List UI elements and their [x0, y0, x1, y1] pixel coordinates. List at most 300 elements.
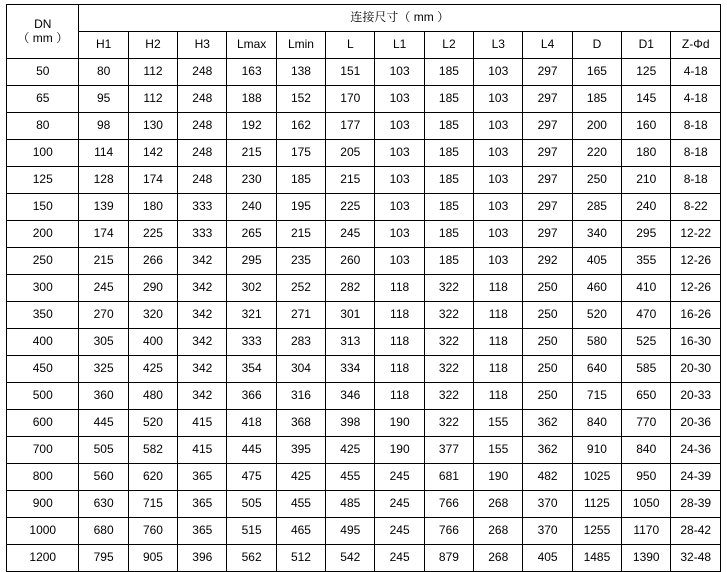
- cell-lmin: 368: [276, 410, 325, 437]
- column-header-l3: L3: [474, 32, 523, 59]
- cell-zphid: 4-18: [671, 86, 721, 113]
- column-header-h3: H3: [178, 32, 227, 59]
- cell-l2: 322: [424, 410, 473, 437]
- cell-l2: 185: [424, 113, 473, 140]
- cell-l3: 155: [474, 410, 523, 437]
- cell-l1: 190: [375, 437, 424, 464]
- cell-zphid: 12-22: [671, 221, 721, 248]
- column-header-d1: D1: [622, 32, 671, 59]
- cell-lmax: 366: [227, 383, 276, 410]
- cell-lmin: 175: [276, 140, 325, 167]
- cell-lmax: 192: [227, 113, 276, 140]
- dn-value: 250: [7, 248, 79, 275]
- dn-value: 1200: [7, 545, 79, 572]
- table-row: [7, 248, 721, 275]
- dn-value: 150: [7, 194, 79, 221]
- cell-h2: 480: [128, 383, 177, 410]
- table-row: [7, 302, 721, 329]
- cell-l3: 103: [474, 86, 523, 113]
- cell-l4: 250: [523, 275, 572, 302]
- cell-l: 225: [326, 194, 375, 221]
- cell-h3: 248: [178, 140, 227, 167]
- cell-l1: 103: [375, 59, 424, 86]
- cell-h2: 425: [128, 356, 177, 383]
- cell-lmin: 425: [276, 464, 325, 491]
- cell-zphid: 28-39: [671, 491, 721, 518]
- cell-l4: 297: [523, 140, 572, 167]
- cell-lmax: 230: [227, 167, 276, 194]
- cell-h1: 795: [79, 545, 128, 572]
- cell-l2: 377: [424, 437, 473, 464]
- cell-l2: 322: [424, 356, 473, 383]
- cell-l: 151: [326, 59, 375, 86]
- cell-h2: 290: [128, 275, 177, 302]
- cell-zphid: 12-26: [671, 275, 721, 302]
- table-row: [7, 167, 721, 194]
- cell-h2: 130: [128, 113, 177, 140]
- cell-l4: 250: [523, 383, 572, 410]
- table-row: [7, 221, 721, 248]
- cell-h1: 360: [79, 383, 128, 410]
- dn-value: 100: [7, 140, 79, 167]
- cell-l2: 185: [424, 221, 473, 248]
- cell-h1: 245: [79, 275, 128, 302]
- cell-h2: 620: [128, 464, 177, 491]
- cell-l2: 322: [424, 275, 473, 302]
- cell-l: 260: [326, 248, 375, 275]
- cell-lmin: 235: [276, 248, 325, 275]
- cell-l4: 405: [523, 545, 572, 572]
- dn-value: 400: [7, 329, 79, 356]
- column-header-l: L: [326, 32, 375, 59]
- cell-h1: 680: [79, 518, 128, 545]
- dn-value: 900: [7, 491, 79, 518]
- cell-l4: 362: [523, 437, 572, 464]
- cell-d: 165: [572, 59, 621, 86]
- cell-l: 334: [326, 356, 375, 383]
- cell-lmax: 475: [227, 464, 276, 491]
- cell-d: 520: [572, 302, 621, 329]
- cell-h3: 342: [178, 383, 227, 410]
- cell-h2: 225: [128, 221, 177, 248]
- cell-l4: 370: [523, 491, 572, 518]
- cell-lmax: 215: [227, 140, 276, 167]
- cell-l3: 103: [474, 113, 523, 140]
- cell-l2: 185: [424, 140, 473, 167]
- cell-lmax: 163: [227, 59, 276, 86]
- cell-l2: 766: [424, 518, 473, 545]
- cell-h3: 248: [178, 167, 227, 194]
- cell-lmin: 138: [276, 59, 325, 86]
- cell-zphid: 20-33: [671, 383, 721, 410]
- cell-d1: 240: [622, 194, 671, 221]
- cell-l3: 118: [474, 302, 523, 329]
- cell-l2: 681: [424, 464, 473, 491]
- cell-lmin: 195: [276, 194, 325, 221]
- cell-lmax: 302: [227, 275, 276, 302]
- cell-d1: 180: [622, 140, 671, 167]
- column-header-zphid: Z-Φd: [671, 32, 721, 59]
- cell-d: 460: [572, 275, 621, 302]
- cell-l1: 103: [375, 140, 424, 167]
- column-header-h1: H1: [79, 32, 128, 59]
- table-row: [7, 356, 721, 383]
- cell-lmax: 333: [227, 329, 276, 356]
- cell-l2: 322: [424, 329, 473, 356]
- cell-lmin: 465: [276, 518, 325, 545]
- dn-value: 200: [7, 221, 79, 248]
- cell-d1: 125: [622, 59, 671, 86]
- cell-h3: 342: [178, 329, 227, 356]
- cell-lmin: 283: [276, 329, 325, 356]
- cell-d1: 1390: [622, 545, 671, 572]
- cell-l2: 322: [424, 302, 473, 329]
- cell-d1: 1050: [622, 491, 671, 518]
- cell-l3: 103: [474, 221, 523, 248]
- cell-l1: 245: [375, 464, 424, 491]
- cell-h3: 365: [178, 464, 227, 491]
- cell-lmin: 455: [276, 491, 325, 518]
- cell-l3: 103: [474, 194, 523, 221]
- cell-h3: 333: [178, 194, 227, 221]
- cell-h3: 248: [178, 86, 227, 113]
- cell-lmin: 152: [276, 86, 325, 113]
- cell-lmin: 215: [276, 221, 325, 248]
- cell-l: 177: [326, 113, 375, 140]
- cell-l1: 118: [375, 275, 424, 302]
- cell-h3: 365: [178, 518, 227, 545]
- cell-l: 205: [326, 140, 375, 167]
- dn-value: 1000: [7, 518, 79, 545]
- cell-l1: 245: [375, 518, 424, 545]
- cell-d1: 145: [622, 86, 671, 113]
- dn-header-line1: DN: [34, 16, 52, 31]
- cell-lmax: 240: [227, 194, 276, 221]
- cell-l3: 268: [474, 491, 523, 518]
- cell-l1: 118: [375, 383, 424, 410]
- cell-lmax: 188: [227, 86, 276, 113]
- cell-h1: 215: [79, 248, 128, 275]
- cell-l: 425: [326, 437, 375, 464]
- cell-h2: 266: [128, 248, 177, 275]
- cell-l4: 250: [523, 329, 572, 356]
- cell-l2: 185: [424, 248, 473, 275]
- cell-l3: 268: [474, 518, 523, 545]
- cell-zphid: 4-18: [671, 59, 721, 86]
- table-row: [7, 437, 721, 464]
- cell-d: 200: [572, 113, 621, 140]
- cell-h1: 560: [79, 464, 128, 491]
- cell-h3: 342: [178, 275, 227, 302]
- cell-zphid: 8-18: [671, 167, 721, 194]
- cell-l1: 103: [375, 248, 424, 275]
- table-row: [7, 59, 721, 86]
- cell-h2: 180: [128, 194, 177, 221]
- cell-l4: 297: [523, 113, 572, 140]
- cell-d: 340: [572, 221, 621, 248]
- cell-zphid: 16-30: [671, 329, 721, 356]
- cell-h3: 248: [178, 59, 227, 86]
- cell-lmin: 512: [276, 545, 325, 572]
- cell-l4: 250: [523, 356, 572, 383]
- cell-zphid: 8-22: [671, 194, 721, 221]
- cell-lmin: 185: [276, 167, 325, 194]
- cell-l1: 245: [375, 491, 424, 518]
- dn-value: 800: [7, 464, 79, 491]
- dn-value: 350: [7, 302, 79, 329]
- cell-zphid: 12-26: [671, 248, 721, 275]
- cell-d1: 470: [622, 302, 671, 329]
- dn-value: 700: [7, 437, 79, 464]
- cell-h2: 905: [128, 545, 177, 572]
- cell-h3: 415: [178, 410, 227, 437]
- column-header-lmin: Lmin: [276, 32, 325, 59]
- cell-l3: 118: [474, 329, 523, 356]
- dn-value: 65: [7, 86, 79, 113]
- cell-zphid: 20-30: [671, 356, 721, 383]
- cell-l4: 292: [523, 248, 572, 275]
- cell-l: 346: [326, 383, 375, 410]
- cell-zphid: 32-48: [671, 545, 721, 572]
- cell-h2: 112: [128, 59, 177, 86]
- cell-d: 285: [572, 194, 621, 221]
- cell-d: 1125: [572, 491, 621, 518]
- cell-l4: 482: [523, 464, 572, 491]
- cell-zphid: 8-18: [671, 140, 721, 167]
- cell-l1: 118: [375, 329, 424, 356]
- cell-lmin: 162: [276, 113, 325, 140]
- table-row: [7, 518, 721, 545]
- cell-lmin: 304: [276, 356, 325, 383]
- cell-l2: 879: [424, 545, 473, 572]
- cell-l: 455: [326, 464, 375, 491]
- cell-h2: 582: [128, 437, 177, 464]
- cell-d1: 1170: [622, 518, 671, 545]
- table-row: [7, 464, 721, 491]
- cell-h2: 142: [128, 140, 177, 167]
- cell-lmax: 321: [227, 302, 276, 329]
- cell-d1: 525: [622, 329, 671, 356]
- cell-l: 485: [326, 491, 375, 518]
- cell-lmax: 354: [227, 356, 276, 383]
- cell-d1: 840: [622, 437, 671, 464]
- cell-l3: 268: [474, 545, 523, 572]
- cell-zphid: 28-42: [671, 518, 721, 545]
- table-header-row-group: [7, 5, 721, 32]
- table-row: [7, 545, 721, 572]
- cell-d: 640: [572, 356, 621, 383]
- cell-h2: 520: [128, 410, 177, 437]
- cell-h2: 400: [128, 329, 177, 356]
- cell-zphid: 16-26: [671, 302, 721, 329]
- cell-h1: 270: [79, 302, 128, 329]
- cell-l3: 118: [474, 383, 523, 410]
- cell-l2: 185: [424, 59, 473, 86]
- cell-l4: 297: [523, 59, 572, 86]
- cell-d1: 650: [622, 383, 671, 410]
- column-header-l4: L4: [523, 32, 572, 59]
- cell-l1: 118: [375, 356, 424, 383]
- cell-lmax: 515: [227, 518, 276, 545]
- cell-l4: 250: [523, 302, 572, 329]
- table-row: [7, 86, 721, 113]
- cell-d: 840: [572, 410, 621, 437]
- cell-h1: 95: [79, 86, 128, 113]
- cell-d1: 210: [622, 167, 671, 194]
- cell-l1: 103: [375, 167, 424, 194]
- cell-lmax: 562: [227, 545, 276, 572]
- cell-h3: 342: [178, 356, 227, 383]
- cell-l: 398: [326, 410, 375, 437]
- cell-h1: 114: [79, 140, 128, 167]
- cell-lmax: 505: [227, 491, 276, 518]
- table-header-row-columns: [7, 32, 721, 59]
- column-header-l1: L1: [375, 32, 424, 59]
- cell-l: 215: [326, 167, 375, 194]
- cell-l1: 245: [375, 545, 424, 572]
- dn-value: 500: [7, 383, 79, 410]
- cell-l: 282: [326, 275, 375, 302]
- cell-l1: 118: [375, 302, 424, 329]
- cell-h1: 305: [79, 329, 128, 356]
- cell-l: 495: [326, 518, 375, 545]
- column-header-lmax: Lmax: [227, 32, 276, 59]
- dn-header-line2: （ mm ）: [17, 30, 69, 45]
- cell-zphid: 20-36: [671, 410, 721, 437]
- cell-l4: 297: [523, 221, 572, 248]
- cell-d1: 770: [622, 410, 671, 437]
- cell-lmax: 418: [227, 410, 276, 437]
- table-row: [7, 491, 721, 518]
- cell-h1: 98: [79, 113, 128, 140]
- cell-d: 715: [572, 383, 621, 410]
- cell-d1: 950: [622, 464, 671, 491]
- group-header-cell: 连接尺寸（ mm ）: [79, 5, 721, 32]
- dn-value: 80: [7, 113, 79, 140]
- cell-h1: 630: [79, 491, 128, 518]
- cell-zphid: 8-18: [671, 113, 721, 140]
- table-row: [7, 194, 721, 221]
- cell-l3: 118: [474, 356, 523, 383]
- cell-l: 170: [326, 86, 375, 113]
- table-row: [7, 113, 721, 140]
- cell-h2: 112: [128, 86, 177, 113]
- cell-d1: 295: [622, 221, 671, 248]
- cell-h1: 174: [79, 221, 128, 248]
- cell-h2: 715: [128, 491, 177, 518]
- cell-lmin: 395: [276, 437, 325, 464]
- cell-zphid: 24-36: [671, 437, 721, 464]
- cell-d: 1255: [572, 518, 621, 545]
- cell-h1: 505: [79, 437, 128, 464]
- cell-d: 1025: [572, 464, 621, 491]
- cell-l2: 322: [424, 383, 473, 410]
- column-header-l2: L2: [424, 32, 473, 59]
- column-header-h2: H2: [128, 32, 177, 59]
- cell-l3: 155: [474, 437, 523, 464]
- cell-d: 405: [572, 248, 621, 275]
- cell-h1: 325: [79, 356, 128, 383]
- cell-lmax: 295: [227, 248, 276, 275]
- table-row: [7, 410, 721, 437]
- dn-value: 125: [7, 167, 79, 194]
- cell-l3: 103: [474, 140, 523, 167]
- cell-lmin: 271: [276, 302, 325, 329]
- cell-h3: 415: [178, 437, 227, 464]
- cell-l2: 185: [424, 194, 473, 221]
- cell-d: 185: [572, 86, 621, 113]
- column-header-d: D: [572, 32, 621, 59]
- cell-h3: 396: [178, 545, 227, 572]
- cell-h3: 333: [178, 221, 227, 248]
- cell-lmax: 445: [227, 437, 276, 464]
- cell-d: 580: [572, 329, 621, 356]
- cell-l: 245: [326, 221, 375, 248]
- cell-l2: 185: [424, 86, 473, 113]
- table-body: [7, 5, 721, 572]
- cell-d: 910: [572, 437, 621, 464]
- dn-value: 450: [7, 356, 79, 383]
- cell-l2: 185: [424, 167, 473, 194]
- cell-l: 301: [326, 302, 375, 329]
- cell-l2: 766: [424, 491, 473, 518]
- cell-l4: 297: [523, 86, 572, 113]
- dn-value: 300: [7, 275, 79, 302]
- cell-l: 542: [326, 545, 375, 572]
- cell-l4: 362: [523, 410, 572, 437]
- cell-h2: 760: [128, 518, 177, 545]
- dn-value: 50: [7, 59, 79, 86]
- cell-l1: 103: [375, 194, 424, 221]
- cell-d1: 585: [622, 356, 671, 383]
- cell-l3: 190: [474, 464, 523, 491]
- cell-h2: 174: [128, 167, 177, 194]
- cell-lmin: 252: [276, 275, 325, 302]
- cell-l3: 103: [474, 167, 523, 194]
- cell-l: 313: [326, 329, 375, 356]
- cell-zphid: 24-39: [671, 464, 721, 491]
- cell-h1: 80: [79, 59, 128, 86]
- cell-l1: 103: [375, 86, 424, 113]
- cell-h3: 342: [178, 302, 227, 329]
- cell-h3: 342: [178, 248, 227, 275]
- cell-h3: 365: [178, 491, 227, 518]
- table-row: [7, 329, 721, 356]
- cell-lmax: 265: [227, 221, 276, 248]
- connection-dimensions-table: [6, 4, 721, 572]
- cell-d: 220: [572, 140, 621, 167]
- cell-d1: 355: [622, 248, 671, 275]
- dn-value: 600: [7, 410, 79, 437]
- cell-lmin: 316: [276, 383, 325, 410]
- cell-h1: 445: [79, 410, 128, 437]
- table-row: [7, 275, 721, 302]
- cell-h1: 139: [79, 194, 128, 221]
- cell-d1: 410: [622, 275, 671, 302]
- dn-header-cell: [7, 5, 79, 59]
- cell-d1: 160: [622, 113, 671, 140]
- cell-l1: 190: [375, 410, 424, 437]
- cell-l3: 118: [474, 275, 523, 302]
- cell-l4: 297: [523, 167, 572, 194]
- cell-d: 1485: [572, 545, 621, 572]
- cell-d: 250: [572, 167, 621, 194]
- table-row: [7, 383, 721, 410]
- cell-l4: 370: [523, 518, 572, 545]
- cell-l1: 103: [375, 221, 424, 248]
- cell-h2: 320: [128, 302, 177, 329]
- cell-l3: 103: [474, 59, 523, 86]
